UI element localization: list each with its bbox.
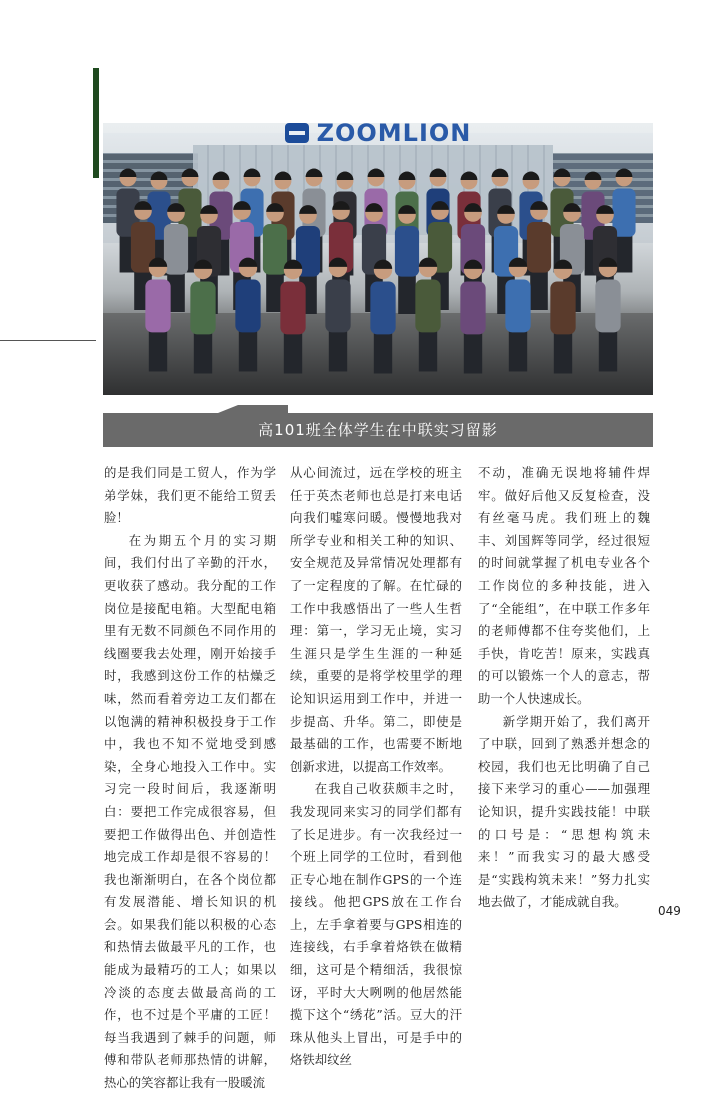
student-group	[103, 123, 653, 395]
paragraph: 在我自己收获颇丰之时，我发现同来实习的同学们都有了长足进步。有一次我经过一个班上同学的工位时，看到他正专心地在制作GPS的一个连接线。他把GPS放在工作台上，左手拿着要与GPS相连的连接线，右手拿着烙铁在做精细，这可是个精细活，我很惊讶，平时大大咧咧的他居然能揽下这个“绣花”活。豆大的汗珠从他头上冒出，可是手中的烙铁却纹丝	[290, 781, 462, 1068]
caption-tab	[238, 405, 288, 413]
paragraph: 在为期五个月的实习期间，我们付出了辛勤的汗水，更收获了感动。我分配的工作岗位是接配电箱。大型配电箱里有无数不同颜色不同作用的线圈要我去处理，刚开始接手时，我感到这份工作的枯燥乏味，然而看着旁边工友们都在以饱满的精神积极投身于工作中，我也不知不觉地受到感染，全身心地投入工作中。实习完一段时间后，我逐渐明白：要把工作完成很容易，但要把工作做得出色、并创造性地完成工作却是很不容易的！我也渐渐明白，在各个岗位都有发展潜能、增长知识的机会。如果我们能以积极的心态和热情去做最平凡的工作，也能成为最精巧的工人；如果以冷淡的态度去做最高尚的工作，也不过是个平庸的工匠！每当我遇到了棘手的问题，师傅和带队老师那热情的讲解，热心的笑容都让我有一股暖流	[104, 532, 276, 1091]
caption-tab-edge	[218, 405, 238, 413]
page-number: 049	[658, 904, 681, 918]
group-photo	[103, 123, 653, 395]
photo-caption: 高101班全体学生在中联实习留影	[103, 413, 653, 447]
text-column-1	[104, 462, 276, 1095]
paragraph: 的是我们同是工贸人，作为学弟学妹，我们更不能给工贸丢脸！	[104, 465, 276, 526]
company-sign-text: ZOOMLION	[316, 123, 472, 147]
text-column-3	[478, 462, 650, 914]
margin-rule	[0, 340, 96, 341]
text-column-2	[290, 462, 462, 1072]
paragraph: 新学期开始了，我们离开了中联，回到了熟悉并想念的校园，我们也无比明确了自己接下来学习的重心——加强理论知识，提升实践技能！中联的口号是：“思想构筑未来！”而我实习的最大感受是“实践构筑未来！”努力扎实地去做了，才能成就自我。	[478, 713, 650, 910]
paragraph: 不动，准确无误地将辅件焊牢。做好后他又反复检查，没有丝毫马虎。我们班上的魏丰、刘国辉等同学，经过很短的时间就掌握了机电专业各个工作岗位的多种技能，进入了“全能组”，在中联工作多年的老师傅都不住夸奖他们，上手快，肯吃苦！原来，实践真的可以锻炼一个人的意志，帮助一个人快速成长。	[478, 465, 650, 706]
student-figure	[460, 260, 485, 374]
paragraph: 从心间流过，远在学校的班主任于英杰老师也总是打来电话向我们嘘寒问暖。慢慢地我对所学专业和相关工种的知识、安全规范及异常情况处理都有了一定程度的了解。在忙碌的工作中我感悟出了一些人生哲理：第一，学习无止境，实习生涯只是学生生涯的一种延续，重要的是将学校里学的理论知识运用到工作中，并进一步提高、升华。第二，即使是最基础的工作，也需要不断地创新求进，以提高工作效率。	[290, 465, 462, 774]
accent-bar	[93, 68, 99, 178]
